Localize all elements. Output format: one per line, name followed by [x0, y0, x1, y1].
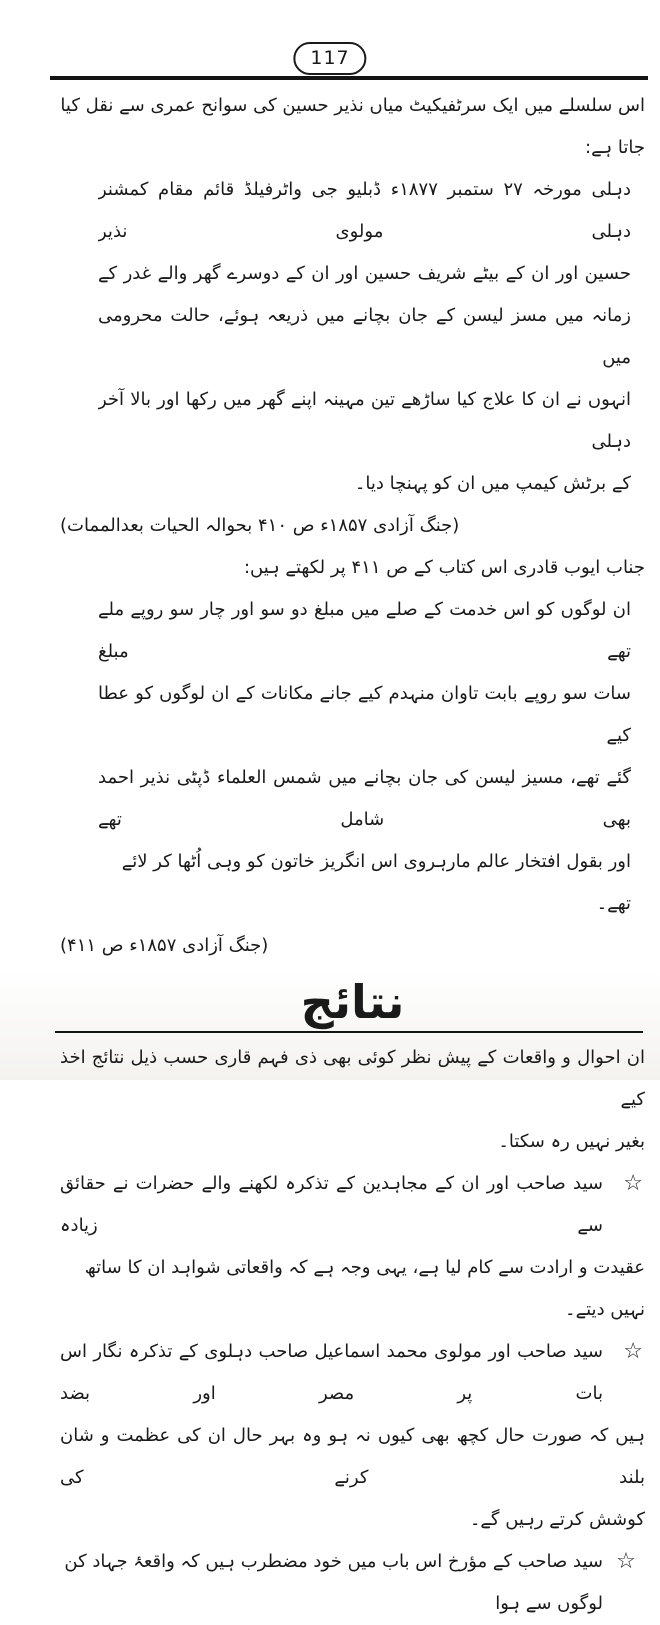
bullet-text: کوشش کرتے رہیں گے۔: [469, 1509, 645, 1530]
quote-line: زمانہ میں مسز لیسن کے جان بچانے میں ذریعہ ہوئے، حالت محرومی میں: [98, 305, 631, 368]
intro-line: اس سلسلے میں ایک سرٹفیکیٹ میاں نذیر حسین کی سوانح عمری سے نقل کیا جاتا ہے:: [60, 95, 645, 158]
header-rule-divider: [50, 76, 648, 80]
bullet-text: سید صاحب کے مؤرخ اس باب میں خود مضطرب ہیں کہ واقعۂ جہاد کن لوگوں سے ہوا: [64, 1551, 603, 1614]
bullet-text: عقیدت و ارادت سے کام لیا ہے، یہی وجہ ہے کہ واقعاتی شواہد ان کا ساتھ نہیں دیتے۔: [84, 1257, 645, 1320]
certificate-quote: [60, 169, 645, 505]
section-heading-nataij: نتائج: [300, 975, 405, 1029]
star-bullet-icon: ☆: [623, 1339, 643, 1364]
lead-paragraph: [60, 1037, 645, 1163]
quote-line: انہوں نے ان کا علاج کیا ساڑھے تین مہینہ اپنے گھر میں رکھا اور بالا آخر دہلی: [98, 389, 631, 452]
bullet-text: ہیں کہ صورت حال کچھ بھی کیوں نہ ہو وہ بہر حال ان کی عظمت و شان بلند کرنے کی: [60, 1425, 645, 1488]
page-number-badge: 117: [293, 42, 366, 75]
bullet-first-line: [60, 1331, 645, 1415]
attribution-line: جناب ایوب قادری اس کتاب کے ص ۴۱۱ پر لکھتے ہیں:: [243, 557, 645, 578]
qadri-quote: [60, 589, 645, 925]
conclusion-item: [60, 1331, 645, 1541]
star-bullet-icon: ☆: [616, 1549, 636, 1574]
lead-line: ان احوال و واقعات کے پیش نظر کوئی بھی ذی فہم قاری حسب ذیل نتائج اخذ کیے: [60, 1047, 645, 1110]
quote-line: سات سو روپے بابت تاوان منہدم کیے جانے مکانات کے ان لوگوں کو عطا کیے: [98, 683, 631, 746]
lead-line: بغیر نہیں رہ سکتا۔: [498, 1131, 645, 1152]
quote-line: حسین اور ان کے بیٹے شریف حسین اور ان کے دوسرے گھر والے غدر کے: [98, 263, 631, 284]
reference-citation-1: (جنگ آزادی ۱۸۵۷ء ص ۴۱۰ بحوالہ الحیات بعدالممات): [60, 515, 460, 536]
bullet-text: سید صاحب اور مولوی محمد اسماعیل صاحب دہلوی کے تذکرہ نگار اس بات پر مصر اور بضد: [60, 1341, 603, 1404]
bullet-first-line: [60, 1163, 645, 1247]
footer-rule-divider: [55, 1031, 643, 1033]
quote-line: ان لوگوں کو اس خدمت کے صلے میں مبلغ دو سو اور چار سو روپے ملے تھے مبلغ: [98, 599, 631, 662]
quote-line: کے برٹش کیمپ میں ان کو پہنچا دیا۔: [354, 473, 631, 494]
quote-line: اور بقول افتخار عالم مارہروی اس انگریز خاتون کو وہی اُٹھا کر لائے تھے۔: [121, 851, 631, 914]
conclusion-item: [60, 1541, 645, 1625]
quote-line: دہلی مورخہ ۲۷ ستمبر ۱۸۷۷ء ڈبلیو جی واٹرفیلڈ قائم مقام کمشنر دہلی مولوی نذیر: [98, 179, 631, 242]
bullet-text: سید صاحب اور ان کے مجاہدین کے تذکرہ لکھنے والے حضرات نے حقائق سے زیادہ: [60, 1173, 603, 1236]
quote-line: گئے تھے، مسیز لیسن کی جان بچانے میں شمس العلماء ڈپٹی نذیر احمد بھی شامل تھے: [98, 767, 631, 830]
page-content: [60, 85, 645, 1625]
conclusion-item: [60, 1163, 645, 1331]
bullet-first-line: [60, 1541, 645, 1625]
reference-citation-2: (جنگ آزادی ۱۸۵۷ء ص ۴۱۱): [60, 935, 269, 956]
star-bullet-icon: ☆: [623, 1171, 643, 1196]
